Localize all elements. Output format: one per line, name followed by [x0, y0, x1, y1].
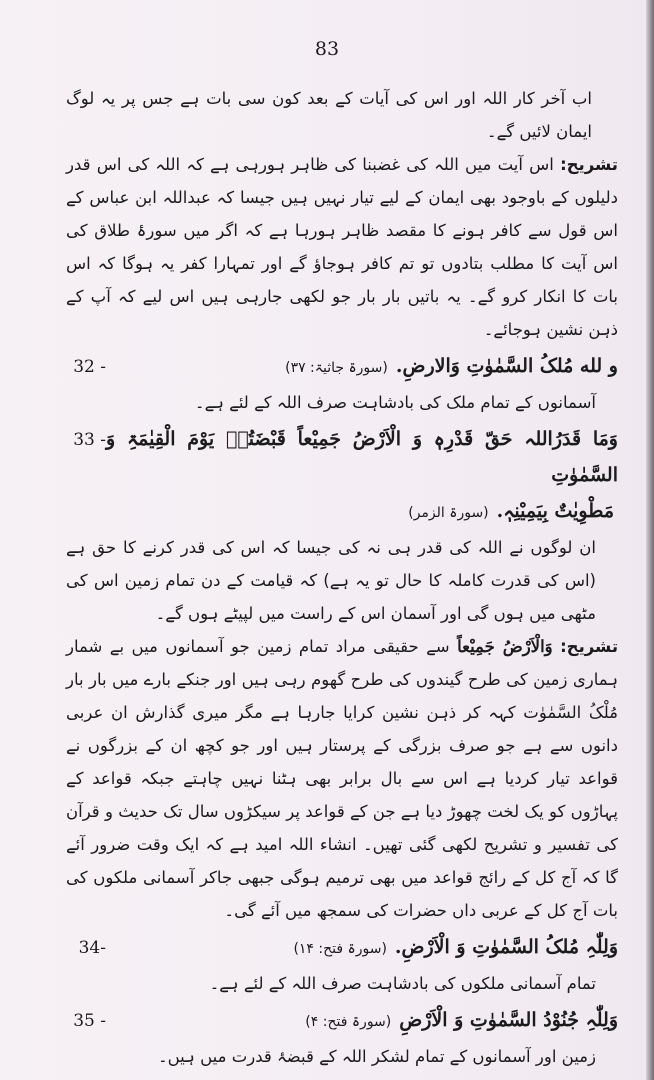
verse-33-arabic-continued: مَطْوِیٰتٌ بِیَمِیْنِہٖ.(سورۃ الزمر) [408, 500, 614, 522]
book-spine-shadow [646, 0, 654, 1080]
verse-34 [66, 929, 618, 967]
verse-35-translation: زمین اور آسمانوں کے تمام لشکر اللہ کے قبضۂ قدرت میں ہیں۔ [157, 1047, 596, 1066]
commentary-paragraph-2 [66, 630, 618, 927]
verse-35 [66, 1002, 618, 1040]
verse-33 [66, 421, 618, 493]
intro-paragraph: اب آخر کار اللہ اور اس کی آیات کے بعد کون سی بات ہے جس پر یہ لوگ ایمان لائیں گے۔ [66, 89, 592, 141]
commentary-paragraph [66, 148, 618, 346]
verse-32-reference: (سورۃ جاثیۃ: ۳۷) [285, 360, 388, 376]
verse-32-number: 32 - [73, 357, 106, 377]
verse-34-arabic: وَلِلّٰہِ مُلکُ السَّمٰوٰتِ وَ الْاَرْضِ.(سورۃ فتح: ۱۴) [293, 936, 618, 958]
page-content [66, 82, 618, 1073]
commentary-label: تشریح: [560, 155, 618, 174]
page-number: 83 [314, 38, 340, 60]
verse-32-arabic: و لله مُلکُ السَّمٰوٰتِ وَالارضِ.(سورۃ جاثیۃ: ۳۷) [285, 355, 618, 377]
verse-32 [66, 348, 618, 386]
commentary-2-text: سے حقیقی مراد تمام زمین جو آسمانوں میں بے شمار ہماری زمین کی طرح گیندوں کی طرح گھوم رہی ہیں اور جنکے بارے میں بار بار مُلْکُ السَّمٰوٰت کہہ کر ذہن نشین کرایا جارہا ہے مگر میری گذارش ان عربی دانوں سے ہے جو صرف بزرگی کے پرستار ہیں اور جو کچھ ان کے بزرگوں نے قواعد تیار کردیا ہے اس سے بال برابر بھی ہٹنا نہیں چاہتے جبکہ قواعد کے پہاڑوں کو یک لخت چھوڑ دیا ہے جن کے قواعد پر سیکڑوں سال تک حدیث و قرآن کی تفسیر و تشریح لکھی گئی تھیں۔ انشاء اللہ امید ہے کہ ایک وقت ضرور آئے گا کہ آج کل کے رائج قواعد میں بھی ترمیم ہوگی جبھی جاکر آسمانی ملکوں کی بات آج کل کے عربی داں حضرات کی سمجھ میں آئے گی۔ [66, 637, 618, 920]
verse-35-arabic: وَلِلّٰہِ جُنُوْدُ السَّمٰوٰتِ وَ الْاَرْضِ(سورۃ فتح: ۴) [305, 1009, 618, 1031]
verse-34-translation: تمام آسمانی ملکوں کی بادشاہت صرف اللہ کے لئے ہے۔ [209, 974, 596, 993]
verse-32-translation: آسمانوں کے تمام ملک کی بادشاہت صرف اللہ کے لئے ہے۔ [194, 393, 596, 412]
verse-35-number: 35 - [73, 1011, 106, 1031]
verse-33-reference: (سورۃ الزمر) [408, 505, 489, 521]
verse-34-number: 34- [78, 938, 106, 958]
verse-33-arabic: وَمَا قَدَرُاللہ حَقّ قَدْرِہٖ وَ الْاَرْضُ جَمِیْعاً قَبْضَتُہٗ یَوْمَ الْقِیٰمَۃِ وَ السَّمٰوٰتِ [106, 428, 618, 486]
commentary-2-arabic: وَالْاَرْضُ جَمِیْعاً [457, 637, 553, 656]
verse-35-reference: (سورۃ فتح: ۴) [305, 1014, 392, 1030]
verse-34-reference: (سورۃ فتح: ۱۴) [293, 941, 387, 957]
commentary-label-2: تشریح: [560, 637, 619, 656]
commentary-text: اس آیت میں اللہ کی غضبنا کی ظاہر ہورہی ہے کہ اللہ کی اس قدر دلیلوں کے باوجود بھی ایمان کے لیے تیار نہیں ہیں جیسا کہ عبداللہ ابن عباس کے اس قول سے کافر ہونے کا مقصد ظاہر ہورہا ہے کہ اگر میں سورۂ طلاق کی اس آیت کا مطلب بتادوں تو تم کافر ہوجاؤ گے اور تمہارا کفر یہ ہوگا کہ اس بات کا انکار کرو گے۔ یہ باتیں بار بار جو لکھی جارہی ہیں اس لیے کہ آپ کے ذہن نشین ہوجائے۔ [66, 155, 618, 339]
verse-33-translation: ان لوگوں نے اللہ کی قدر ہی نہ کی جیسا کہ اس کی قدر کرنے کا حق ہے (اس کی قدرت کاملہ کا حال تو یہ ہے) کہ قیامت کے دن تمام زمین اس کی مٹھی میں ہوں گی اور آسمان اس کے راست میں لپیٹے ہوں گے۔ [66, 538, 596, 623]
verse-33-number: 33 - [73, 430, 106, 450]
